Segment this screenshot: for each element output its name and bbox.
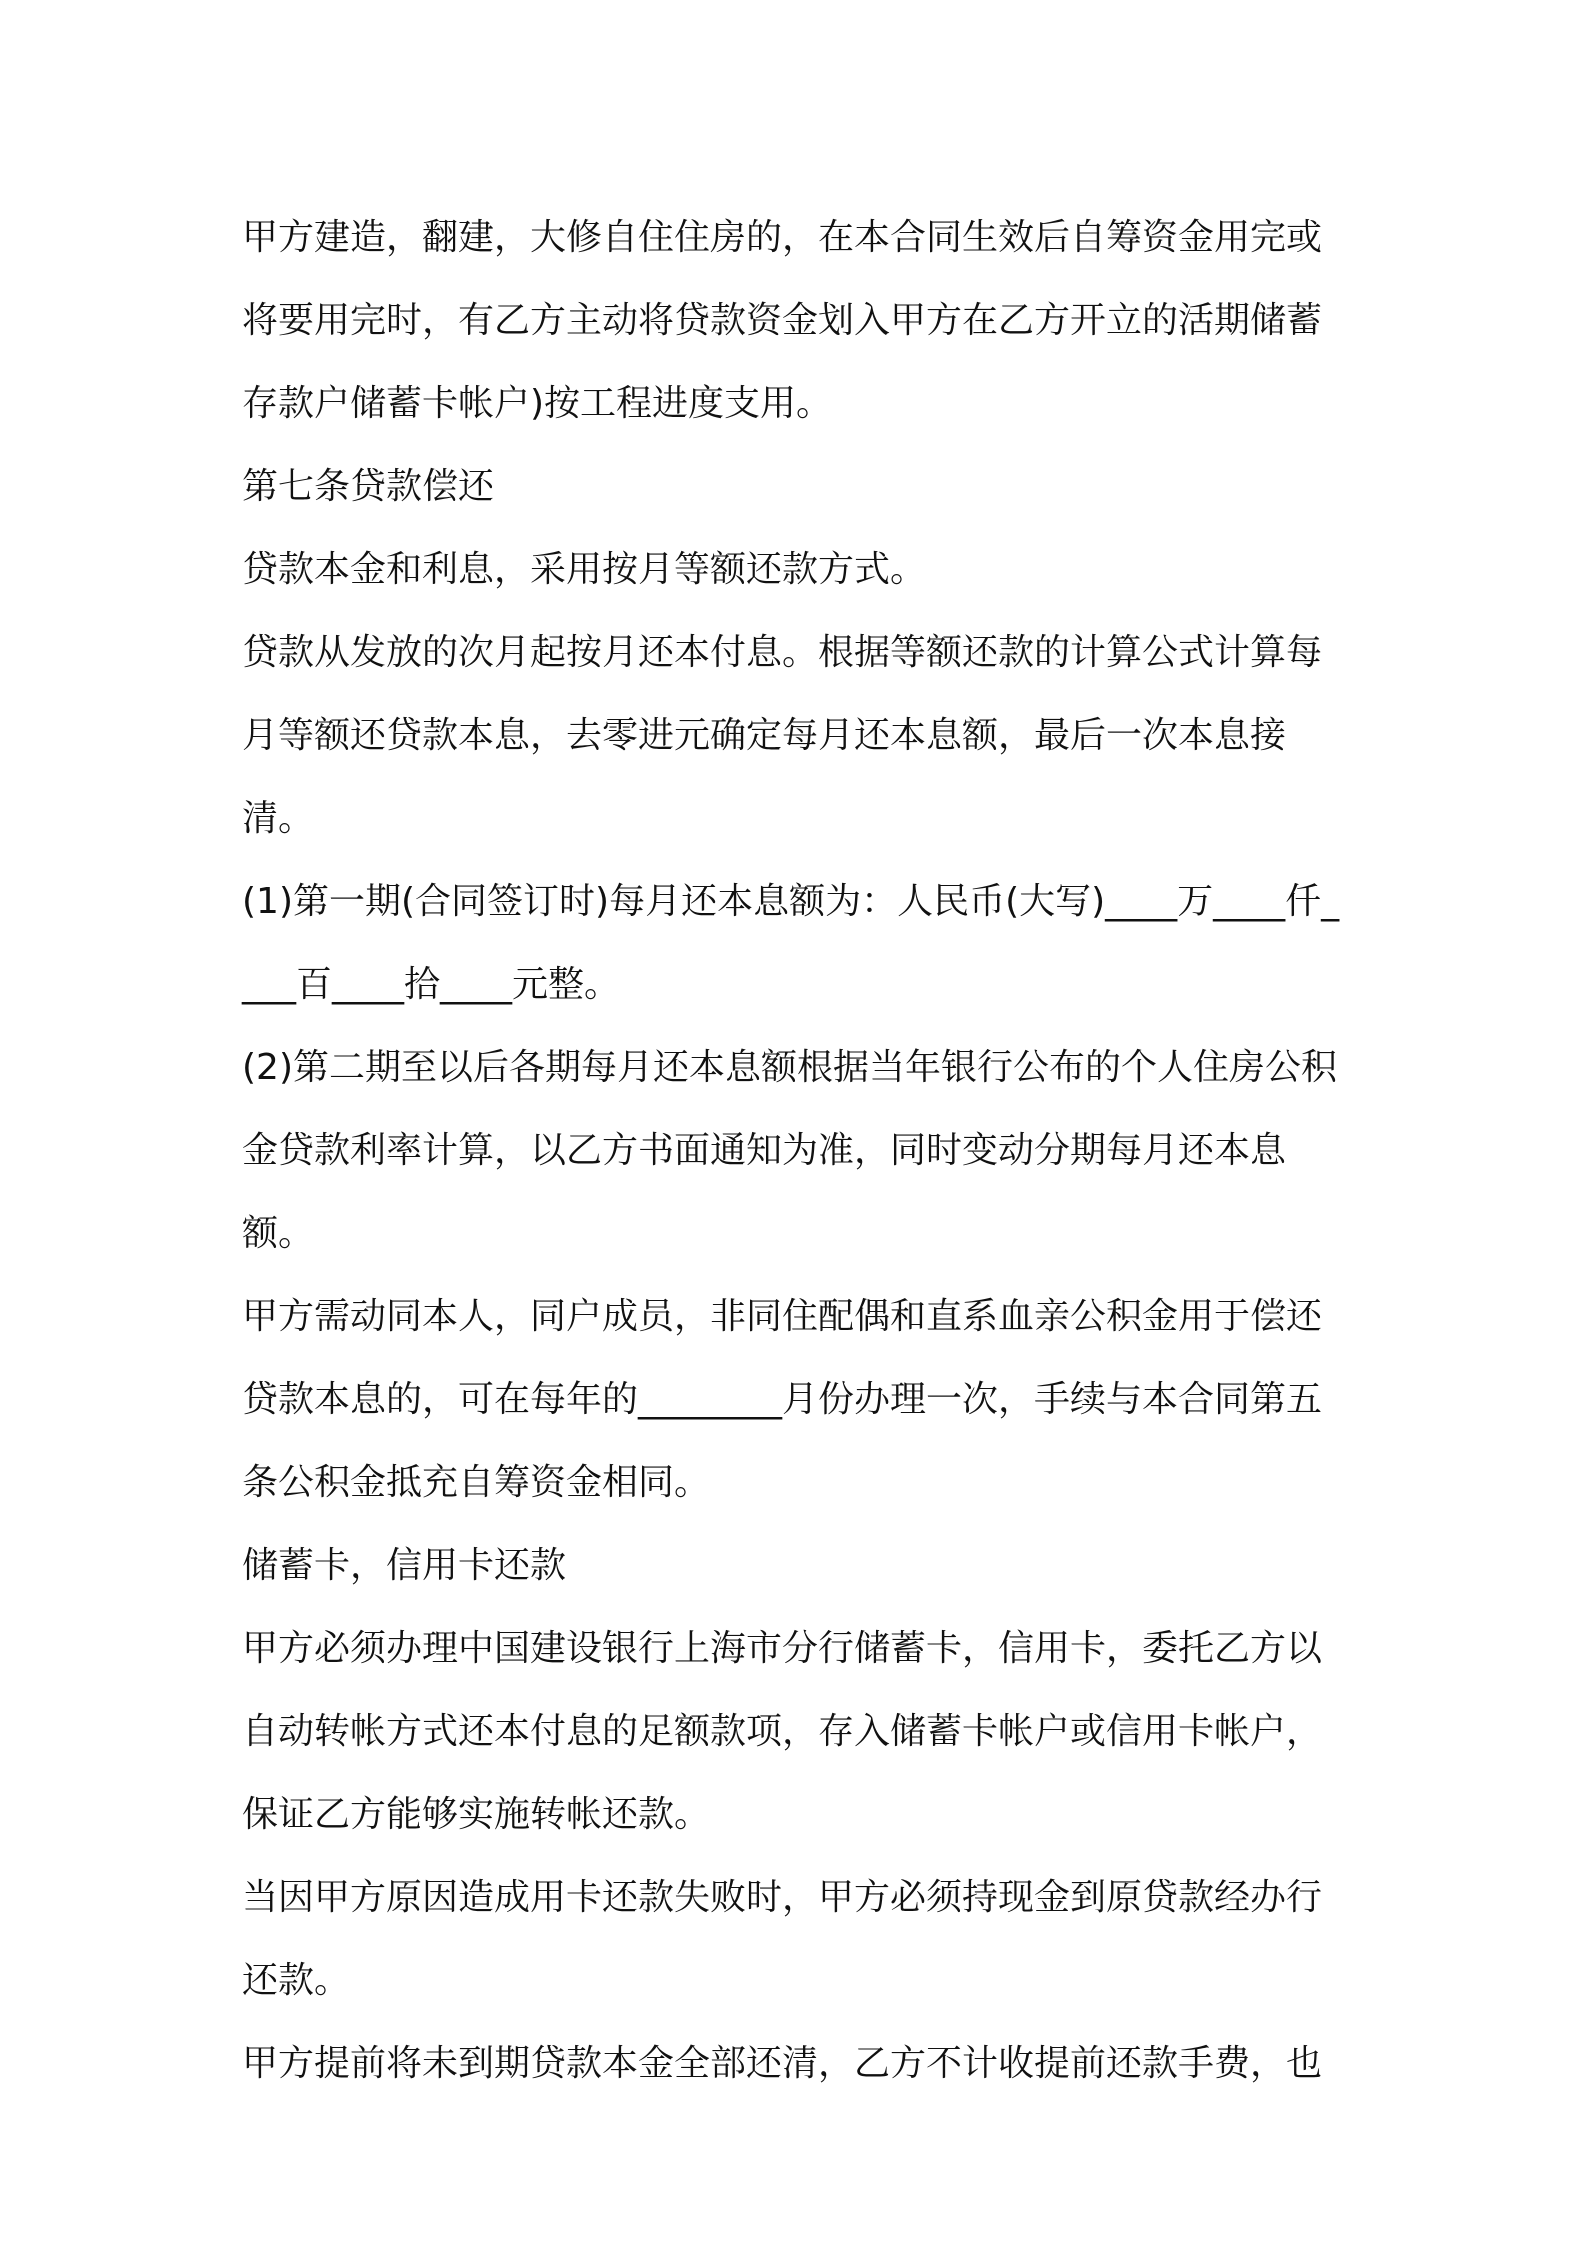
article-7-heading: 第七条贷款偿还 xyxy=(242,466,495,507)
paragraph-repayment-method: 贷款本金和利息，采用按月等额还款方式。 xyxy=(242,549,927,590)
paragraph-monthly-repayment: 贷款从发放的次月起按月还本付息。根据等额还款的计算公式计算每月等额还贷款本息，去零进元确定每月还本息额，最后一次本息接清。 xyxy=(242,632,1323,839)
paragraph-first-period-amount: (1)第一期(合同签订时)每月还本息额为：人民币(大写)____万____仟____百____拾____元整。 xyxy=(242,881,1340,1005)
paragraph-repayment-failure: 当因甲方原因造成用卡还款失败时，甲方必须持现金到原贷款经办行还款。 xyxy=(242,1877,1323,2001)
paragraph-early-repayment: 甲方提前将未到期贷款本金全部还清，乙方不计收提前还款手费，也 xyxy=(242,2043,1323,2084)
paragraph-construction-disbursement: 甲方建造，翻建，大修自住住房的，在本合同生效后自筹资金用完或将要用完时，有乙方主动将贷款资金划入甲方在乙方开立的活期储蓄存款户储蓄卡帐户)按工程进度支用。 xyxy=(242,217,1323,424)
card-repayment-heading: 储蓄卡，信用卡还款 xyxy=(242,1545,567,1586)
paragraph-card-requirement: 甲方必须办理中国建设银行上海市分行储蓄卡，信用卡，委托乙方以自动转帐方式还本付息的足额款项，存入储蓄卡帐户或信用卡帐户，保证乙方能够实施转帐还款。 xyxy=(242,1628,1323,1835)
paragraph-later-periods: (2)第二期至以后各期每月还本息额根据当年银行公布的个人住房公积金贷款利率计算，以乙方书面通知为准，同时变动分期每月还本息额。 xyxy=(242,1047,1337,1254)
paragraph-provident-fund-usage: 甲方需动同本人，同户成员，非同住配偶和直系血亲公积金用于偿还贷款本息的，可在每年的________月份办理一次，手续与本合同第五条公积金抵充自筹资金相同。 xyxy=(242,1296,1323,1503)
document-body xyxy=(242,196,1352,2105)
